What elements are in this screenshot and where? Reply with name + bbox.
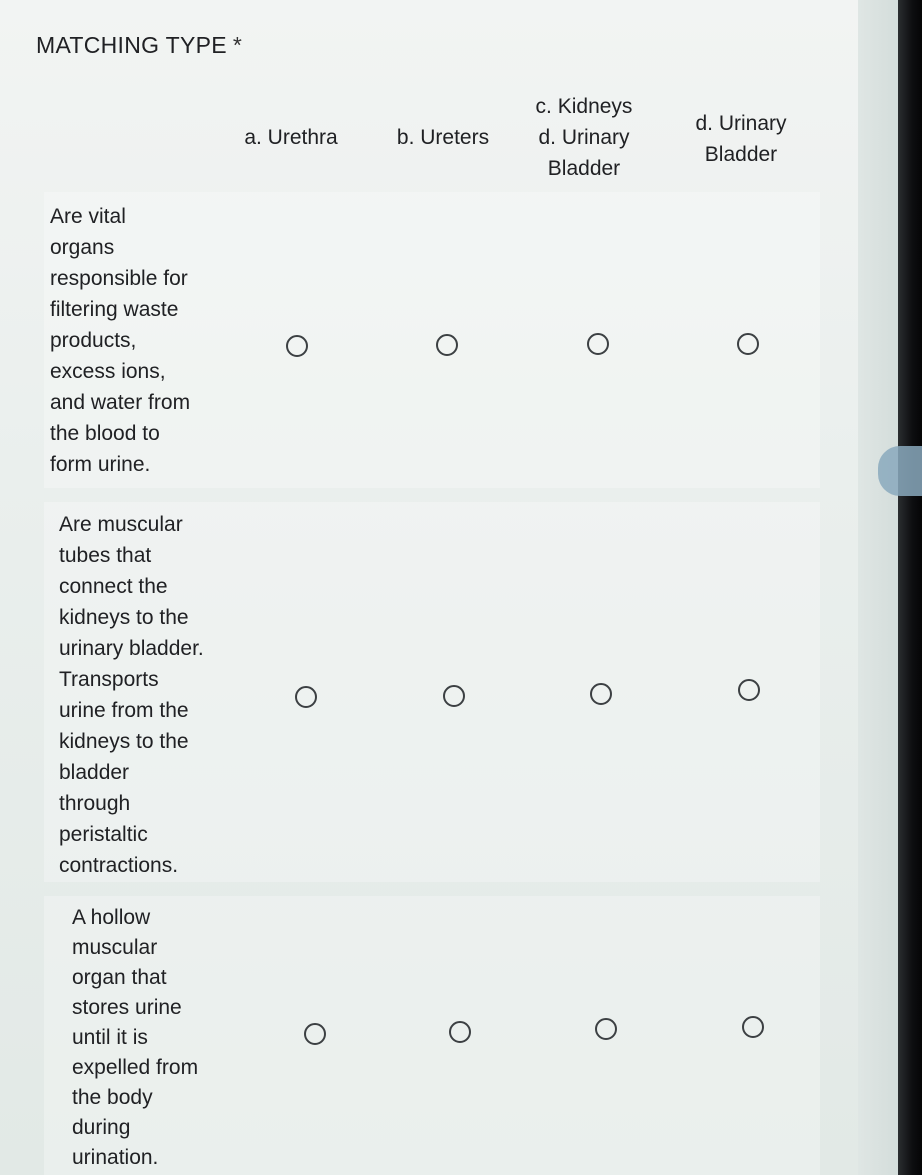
question-title	[36, 32, 242, 59]
row-label-kidneys-definition: Are vital organs responsible for filtering waste products, excess ions, and water from the blood to form urine.	[50, 205, 191, 476]
question-title-text: MATCHING TYPE	[36, 32, 227, 58]
column-header-ureters: b. Ureters	[396, 126, 490, 149]
radio-row3-ureters[interactable]	[449, 1021, 471, 1043]
radio-row2-ureters[interactable]	[443, 685, 465, 707]
radio-row1-urethra[interactable]	[286, 335, 308, 357]
column-header-urinary-bladder: d. Urinary Bladder	[695, 112, 787, 166]
column-header-urethra: a. Urethra	[244, 126, 338, 149]
row-label-bladder-definition: A hollow muscular organ that stores urine until it is expelled from the body during urination.	[72, 906, 199, 1169]
row-label-ureters-definition: Are muscular tubes that connect the kidneys to the urinary bladder. Transports urine from the kidneys to the bladder through peristaltic contractions.	[59, 513, 204, 877]
required-asterisk: *	[232, 32, 243, 58]
column-header-kidneys: c. Kidneys d. Urinary Bladder	[535, 95, 633, 180]
radio-row3-kidneys[interactable]	[595, 1018, 617, 1040]
radio-row1-urinary-bladder[interactable]	[737, 333, 759, 355]
radio-row3-urinary-bladder[interactable]	[742, 1016, 764, 1038]
radio-row1-ureters[interactable]	[436, 334, 458, 356]
radio-row2-urinary-bladder[interactable]	[738, 679, 760, 701]
side-panel-tab[interactable]	[878, 446, 922, 496]
radio-row3-urethra[interactable]	[304, 1023, 326, 1045]
screen-bezel	[898, 0, 922, 1175]
radio-row1-kidneys[interactable]	[587, 333, 609, 355]
page-edge	[858, 0, 898, 1175]
radio-row2-urethra[interactable]	[295, 686, 317, 708]
radio-row2-kidneys[interactable]	[590, 683, 612, 705]
